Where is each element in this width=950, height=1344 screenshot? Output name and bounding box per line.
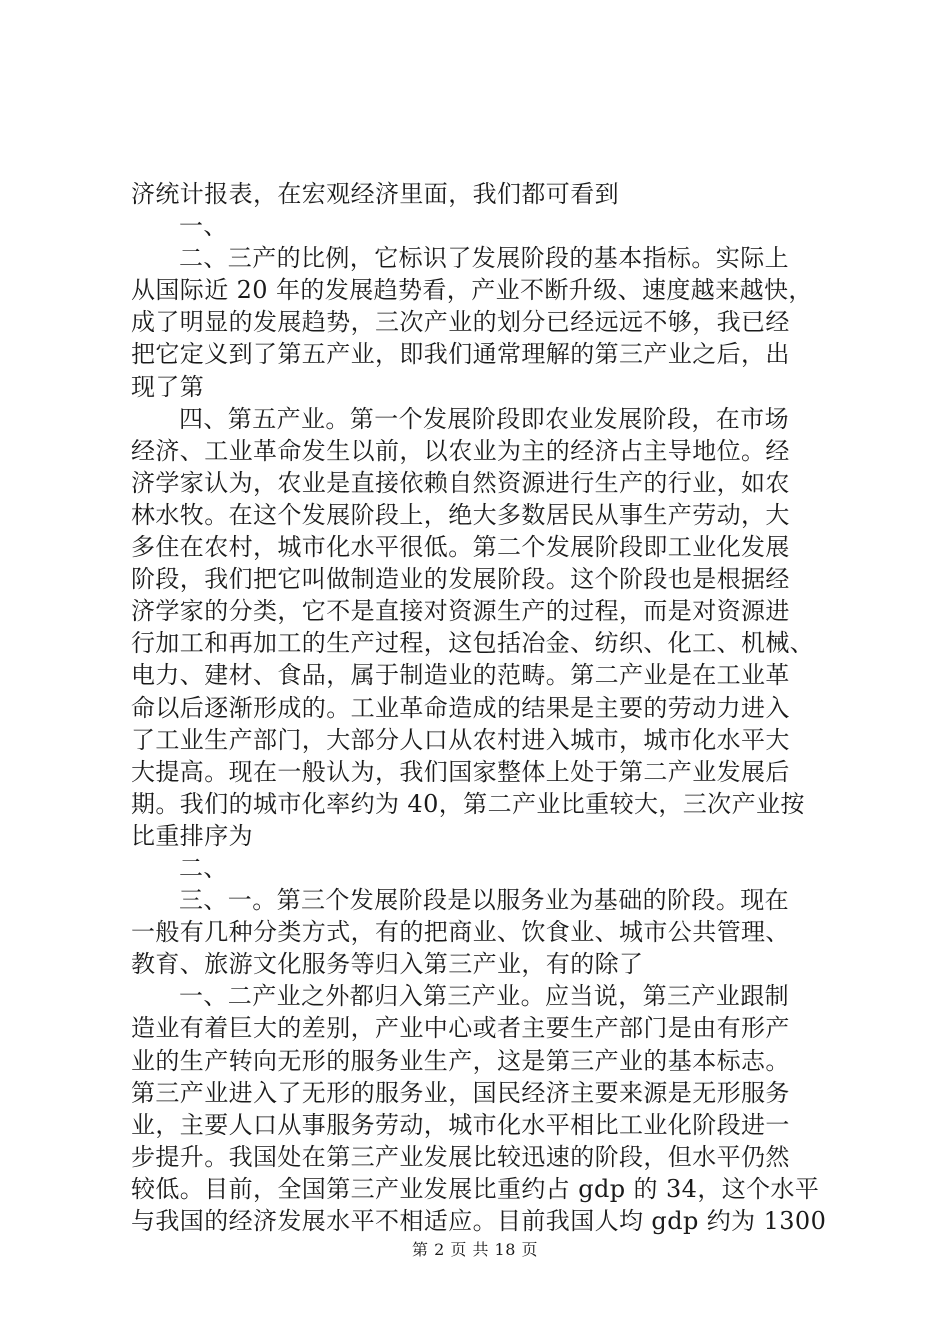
text-line: 教育、旅游文化服务等归入第三产业，有的除了 (131, 950, 644, 979)
text-line: 一般有几种分类方式，有的把商业、饮食业、城市公共管理、 (131, 918, 790, 947)
text-line: 多住在农村，城市化水平很低。第二个发展阶段即工业化发展 (131, 533, 790, 562)
text-line: 较低。目前，全国第三产业发展比重约占 gdp 的 34，这个水平 (131, 1174, 820, 1203)
text-line: 济学家的分类，它不是直接对资源生产的过程，而是对资源进 (131, 597, 790, 626)
text-line: 三、一。第三个发展阶段是以服务业为基础的阶段。现在 (179, 886, 789, 915)
text-line: 现了第 (131, 372, 205, 401)
text-line: 林水牧。在这个发展阶段上，绝大多数居民从事生产劳动，大 (131, 500, 790, 529)
text-line: 步提升。我国处在第三产业发展比较迅速的阶段，但水平仍然 (131, 1142, 790, 1171)
text-line: 济统计报表，在宏观经济里面，我们都可看到 (131, 180, 619, 208)
body-text (131, 178, 831, 1237)
text-line: 二、三产的比例，它标识了发展阶段的基本指标。实际上 (179, 244, 789, 273)
text-line: 造业有着巨大的差别，产业中心或者主要生产部门是由有形产 (131, 1014, 790, 1043)
text-line: 电力、建材、食品，属于制造业的范畴。第二产业是在工业革 (131, 661, 790, 690)
text-line: 与我国的经济发展水平不相适应。目前我国人均 gdp 约为 1300 (131, 1207, 827, 1235)
text-line: 阶段，我们把它叫做制造业的发展阶段。这个阶段也是根据经 (131, 565, 790, 594)
text-line: 大提高。现在一般认为，我们国家整体上处于第二产业发展后 (131, 757, 790, 786)
text-line: 成了明显的发展趋势，三次产业的划分已经远远不够，我已经 (131, 308, 790, 337)
text-line: 比重排序为 (131, 821, 253, 850)
text-line: 期。我们的城市化率约为 40，第二产业比重较大，三次产业按 (131, 789, 805, 818)
text-line: 二、 (179, 853, 228, 882)
text-line: 一、二产业之外都归入第三产业。应当说，第三产业跟制 (179, 982, 789, 1011)
text-line: 命以后逐渐形成的。工业革命造成的结果是主要的劳动力进入 (131, 693, 790, 722)
text-line: 第三产业进入了无形的服务业，国民经济主要来源是无形服务 (131, 1078, 790, 1107)
text-line: 把它定义到了第五产业，即我们通常理解的第三产业之后，出 (131, 340, 790, 369)
text-line: 济学家认为，农业是直接依赖自然资源进行生产的行业，如农 (131, 468, 790, 497)
text-line: 业，主要人口从事服务劳动，城市化水平相比工业化阶段进一 (131, 1110, 790, 1139)
text-line: 一、 (179, 212, 228, 241)
text-line: 了工业生产部门，大部分人口从农村进入城市，城市化水平大 (131, 725, 790, 754)
text-line: 四、第五产业。第一个发展阶段即农业发展阶段，在市场 (179, 404, 789, 433)
page-footer: 第 2 页 共 18 页 (412, 1240, 538, 1259)
text-line: 行加工和再加工的生产过程，这包括冶金、纺织、化工、机械、 (131, 629, 815, 658)
text-line: 从国际近 20 年的发展趋势看，产业不断升级、速度越来越快， (131, 276, 813, 305)
text-line: 经济、工业革命发生以前，以农业为主的经济占主导地位。经 (131, 436, 790, 465)
text-line: 业的生产转向无形的服务业生产，这是第三产业的基本标志。 (131, 1046, 790, 1075)
